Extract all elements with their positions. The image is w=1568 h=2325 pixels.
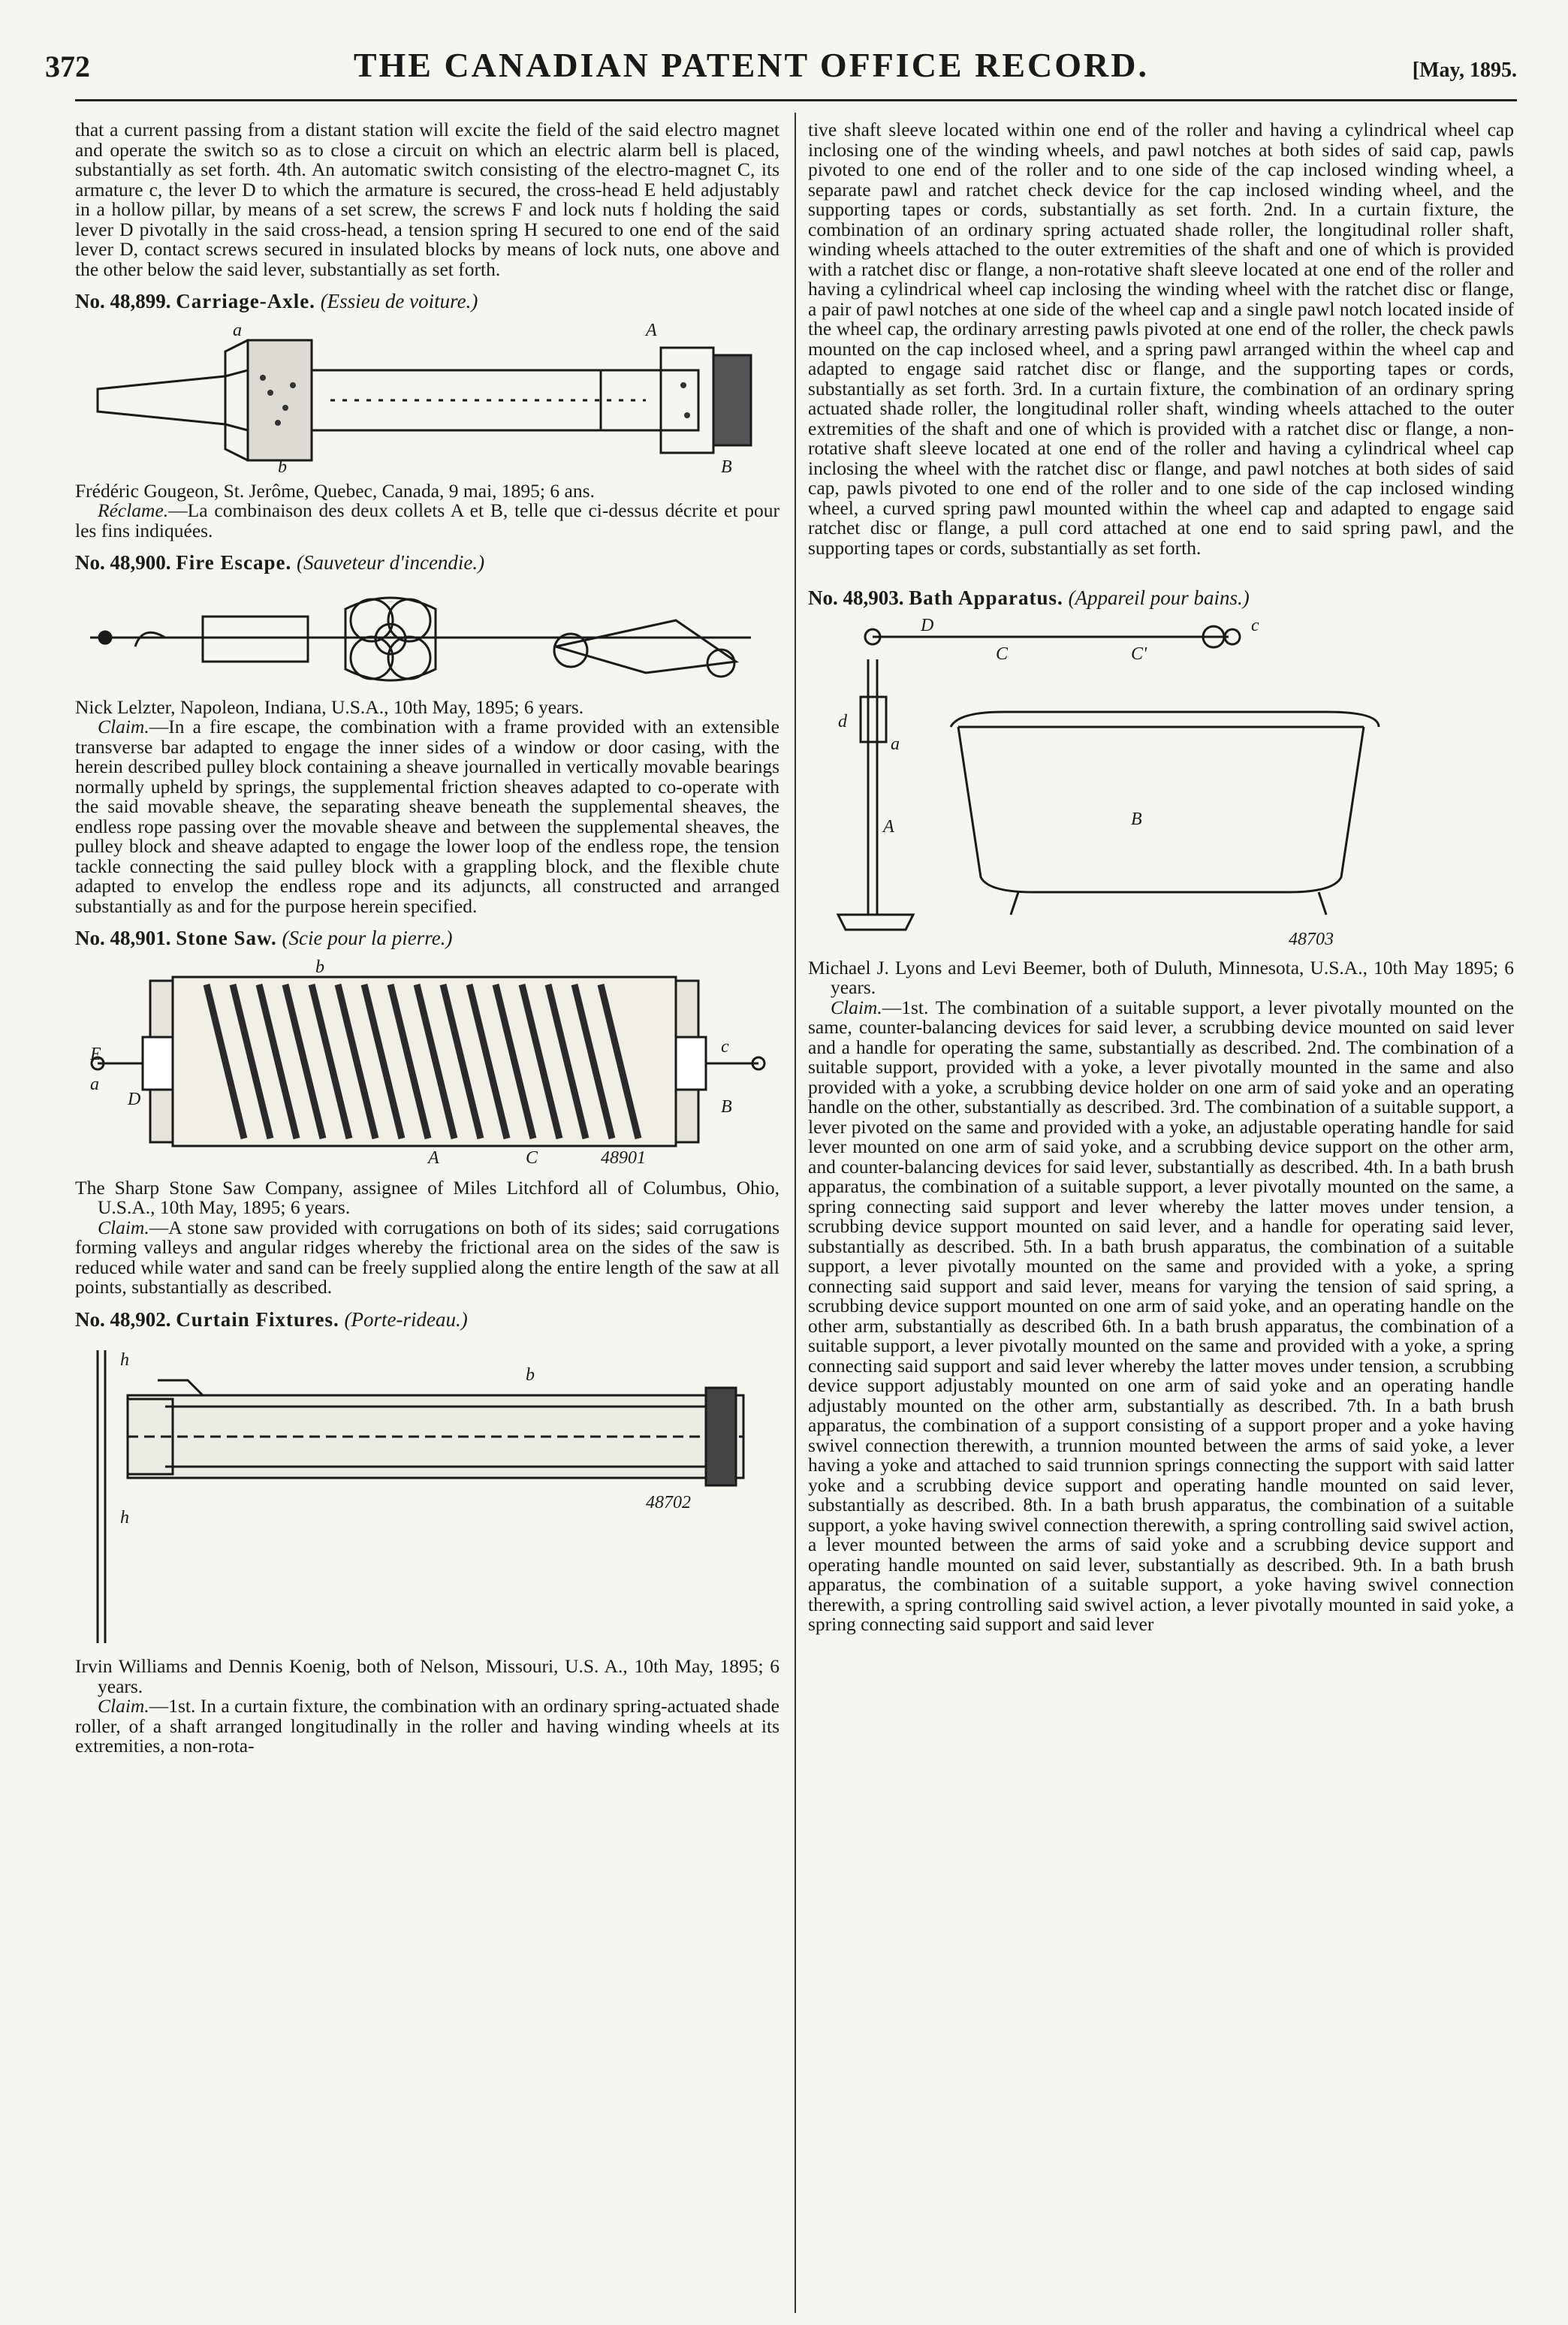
fig-label: b <box>278 457 287 475</box>
patent-heading-48903 <box>808 588 1514 608</box>
fig-label: D <box>128 1089 141 1109</box>
fig-label: B <box>721 457 732 475</box>
claim-text: —La combinaison des deux collets A et B, telle que ci-dessus décrite et pour les fins indiquées. <box>75 499 779 541</box>
claim-label: Claim. <box>831 996 882 1018</box>
fig-number: 48702 <box>646 1493 691 1512</box>
fig-label: B <box>721 1096 732 1117</box>
patent-french-title: (Appareil pour bains.) <box>1068 587 1250 609</box>
fig-label: h <box>120 1350 129 1370</box>
right-column <box>808 120 1514 1635</box>
patent-number: No. 48,903. <box>808 587 904 609</box>
fig-label: a <box>90 1074 99 1094</box>
fig-label: b <box>526 1365 535 1385</box>
page-header <box>45 45 1517 90</box>
patent-heading-48899 <box>75 291 779 312</box>
patent-title: Carriage-Axle. <box>176 290 315 312</box>
patent-number: No. 48,900. <box>75 551 171 574</box>
patent-number: No. 48,901. <box>75 927 171 949</box>
issue-date: [May, 1895. <box>1412 59 1517 82</box>
fig-label: C <box>996 644 1009 664</box>
page-number: 372 <box>45 50 90 83</box>
patent-heading-48900 <box>75 553 779 573</box>
inventor-line: Nick Lelzter, Napoleon, Indiana, U.S.A., 10th May, 1895; 6 years. <box>75 695 584 718</box>
patent-title: Stone Saw. <box>176 927 277 949</box>
fig-label: a <box>233 320 242 340</box>
fig-label: b <box>315 957 324 977</box>
patent-french-title: (Essieu de voiture.) <box>320 290 478 312</box>
fig-number: 48703 <box>1289 929 1334 949</box>
column-separator <box>795 113 796 2313</box>
claim-paragraph <box>75 717 779 916</box>
claim-label: Claim. <box>98 1695 149 1717</box>
header-rule <box>75 99 1517 101</box>
patent-title: Fire Escape. <box>176 551 292 574</box>
patent-number: No. 48,902. <box>75 1307 171 1331</box>
fig-label: C <box>526 1147 538 1168</box>
claim-text: —1st. In a curtain fixture, the combination with an ordinary spring-actuated shade roller, of a shaft arranged longitudinally in the roller and having winding wheels at its extremities, a non-rota- <box>75 1695 779 1757</box>
fig-number: 48901 <box>601 1147 646 1168</box>
claim-paragraph <box>808 998 1514 1635</box>
claim-label: Claim. <box>98 716 149 737</box>
claim-paragraph <box>75 1218 779 1298</box>
fig-label: A <box>428 1147 439 1168</box>
claim-label: Claim. <box>98 1216 149 1238</box>
continued-claim-text: that a current passing from a distant station will excite the field of the said electro magnet and operate the switch so as to close a circuit on which an electric alarm bell is placed, substantially as set forth. 4th. An automatic switch consisting of the electro-magnet C, its armature c, the lever D to which the armature is secured, the cross-head E held adjustably in a hollow pillar, by means of a set screw, the screws F and lock nuts f holding the said lever D pivotally in the said cross-head, a tension spring H secured to one end of the said lever D, contact screws secured in insulated blocks by means of lock nuts, one above and the other below the said lever, substantially as set forth. <box>75 119 779 280</box>
patent-title: Curtain Fixtures. <box>176 1307 339 1331</box>
claim-text: —A stone saw provided with corrugations on both of its sides; said corrugations forming valleys and angular ridges whereby the frictional area on the sides of the saw is reduced while water and sand can be freely supplied along the entire length of the saw at all points, substantially as described. <box>75 1216 779 1298</box>
carriage-axle-figure <box>75 318 779 475</box>
patent-heading-48901 <box>75 928 779 948</box>
claim-label: Réclame. <box>98 499 169 521</box>
patent-title: Bath Apparatus. <box>909 587 1063 609</box>
fig-label: C' <box>1131 644 1147 664</box>
publication-title: THE CANADIAN PATENT OFFICE RECORD. <box>353 46 1149 84</box>
claim-text: —1st. The combination of a suitable support, a lever pivotally mounted on the same, counter-balancing devices for said lever, a scrubbing device mounted on said lever and a handle for operating the same, substantially as described. 2nd. The combination of a suitable support, provided with a yoke, a lever pivotally mounted in the same and also provided with a yoke, a scrubbing device holder on one arm of said yoke and an operating handle on the other, substantially as described. 3rd. The combination of a suitable support, a lever pivoted on the same and provided with a yoke, an adjustable operating handle for said lever mounted on one arm of said yoke, and a scrubbing device support on the other arm, and counter-balancing devices for said lever, substantially as described. 4th. In a bath brush apparatus, the combination of a suitable support, a lever pivotally mounted on the same, a spring connecting said support and lever whereby the latter moves under tension, a scrubbing device support mounted on said lever, and a handle for operating said lever, substantially as described. 5th. In a bath brush apparatus, the combination of a suitable support, a lever pivotally mounted on the same and provided with a yoke, a spring connecting said support and said lever, means for varying the tension of said spring, a scrubbing device support mounted on one arm of said yoke, and an operating handle on the other arm, substantially as described 6th. In a bath brush apparatus, the combination of a suitable support, a lever pivotally mounted on the same and provided with a yoke, a spring connecting said support and said lever whereby the latter moves under tension, a scrubbing device support adjustably mounted on one arm of said yoke and an operating handle adjustably mounted on the other arm, substantially as described. 7th. In a bath brush apparatus, the combination of a support consisting of a support proper and a yoke having swivel connection therewith, a trunnion mounted between the arms of said yoke, a lever having a yoke and attached to said trunnion springs connecting the support with said latter yoke and a scrubbing device support and operating handle mounted on said lever, substantially as described. 8th. In a bath brush apparatus, the combination of a suitable support, a yoke having swivel connection therewith, a spring controlling said swivel action, a lever mounted between the arms of said yoke and a scrubbing device support and operating handle mounted on said lever, substantially as described. 9th. In a bath brush apparatus, the combination of a suitable support, a yoke having swivel connection therewith, a spring controlling said swivel action, a lever pivotally mounted in said yoke, a spring connecting said support and said lever <box>808 996 1514 1635</box>
fire-escape-figure <box>75 579 779 692</box>
patent-french-title: (Scie pour la pierre.) <box>282 927 453 949</box>
inventor-line: Frédéric Gougeon, St. Jerôme, Quebec, Canada, 9 mai, 1895; 6 ans. <box>75 479 595 502</box>
fig-label: A <box>646 320 657 340</box>
claim-paragraph <box>75 501 779 541</box>
inventor-line: Irvin Williams and Dennis Koenig, both of Nelson, Missouri, U.S. A., 10th May, 1895; 6 years. <box>75 1655 779 1697</box>
patent-heading-48902 <box>75 1307 779 1331</box>
inventor-line: Michael J. Lyons and Levi Beemer, both of Duluth, Minnesota, U.S.A., 10th May 1895; 6 years. <box>808 956 1514 998</box>
patent-number: No. 48,899. <box>75 290 171 312</box>
fig-label: h <box>120 1508 129 1527</box>
continued-claim-text: tive shaft sleeve located within one end of the roller and having a cylindrical wheel cap inclosing one of the winding wheels, and pawl notches at both sides of said cap, pawls pivoted to one end of the roller and to one side of the cap inclosed winding wheel, a separate pawl and ratchet check device for the cap inclosed winding wheel, and the supporting tapes or cords, substantially as set forth. 2nd. In a curtain fixture, the combination of an ordinary spring actuated shade roller, the longitudinal roller shaft, winding wheels attached to the outer extremities of the shaft and one of which is provided with a ratchet disc or flange, a non-rotative shaft sleeve located at one end of the roller and having a cylindrical wheel cap inclosing the winding wheel with the ratchet disc or flange, a pair of pawl notches at one side of the wheel cap and a single pawl notch located inside of the wheel cap, the ordinary arresting pawls pivoted at one end of the roller, the check pawls mounted on the cap inclosed wheel, and a spring pawl arranged within the wheel cap and adapted to engage said ratchet disc or flange, and the supporting tapes or cords, substantially as set forth. 3rd. In a curtain fixture, the combination of an ordinary spring actuated shade roller, the longitudinal roller shaft, winding wheels attached to the outer extremities of the shaft and one of which is provided with a ratchet disc or flange, a non-rotative shaft sleeve located at one end of the roller and having a cylindrical wheel cap inclosing the wheel with the ratchet disc or flange, and pawl notches at both sides of said cap, pawls pivoted to one end of the roller and to one side of the cap inclosed winding wheel, a curved spring pawl mounted within the wheel cap and adapted to engage said ratchet disc or flange, a pull cord attached at one end to said spring pawl, and the supporting tapes or cords, substantially as set forth. <box>808 119 1514 559</box>
fig-label: c <box>1251 615 1259 635</box>
inventor-line: The Sharp Stone Saw Company, assignee of Miles Litchford all of Columbus, Ohio, U.S.A., 10th May, 1895; 6 years. <box>75 1176 779 1218</box>
curtain-fixture-figure <box>75 1335 779 1651</box>
claim-text: —In a fire escape, the combination with a frame provided with an extensible transverse bar adapted to engage the inner sides of a window or door casing, with the herein described pulley block containing a sheave journalled in vertically movable bearings normally upheld by springs, the supplemental friction sheaves adapted to co-operate with the said movable sheave, the separating sheave beneath the supplemental sheaves, the endless rope passing over the movable sheave and between the supplemental sheaves, the pulley block and sheave adapted to engage the lower loop of the endless rope, the tension tackle connecting the said pulley block with a grappling block, and the flexible chute adapted to envelop the endless rope and its adjuncts, all constructed and arranged substantially as and for the purpose herein specified. <box>75 716 779 917</box>
fig-label: a <box>891 734 900 754</box>
fig-label: E <box>90 1044 101 1064</box>
fig-label: B <box>1131 809 1142 829</box>
patent-french-title: (Sauveteur d'incendie.) <box>296 551 485 574</box>
stone-saw-figure <box>75 954 779 1172</box>
fig-label: c <box>721 1036 729 1057</box>
left-column <box>75 120 779 1757</box>
fig-label: d <box>838 711 847 731</box>
fig-label: A <box>883 816 894 837</box>
fig-label: D <box>921 615 934 635</box>
bath-apparatus-figure <box>808 614 1514 952</box>
claim-paragraph <box>75 1696 779 1757</box>
patent-french-title: (Porte-rideau.) <box>344 1307 468 1331</box>
